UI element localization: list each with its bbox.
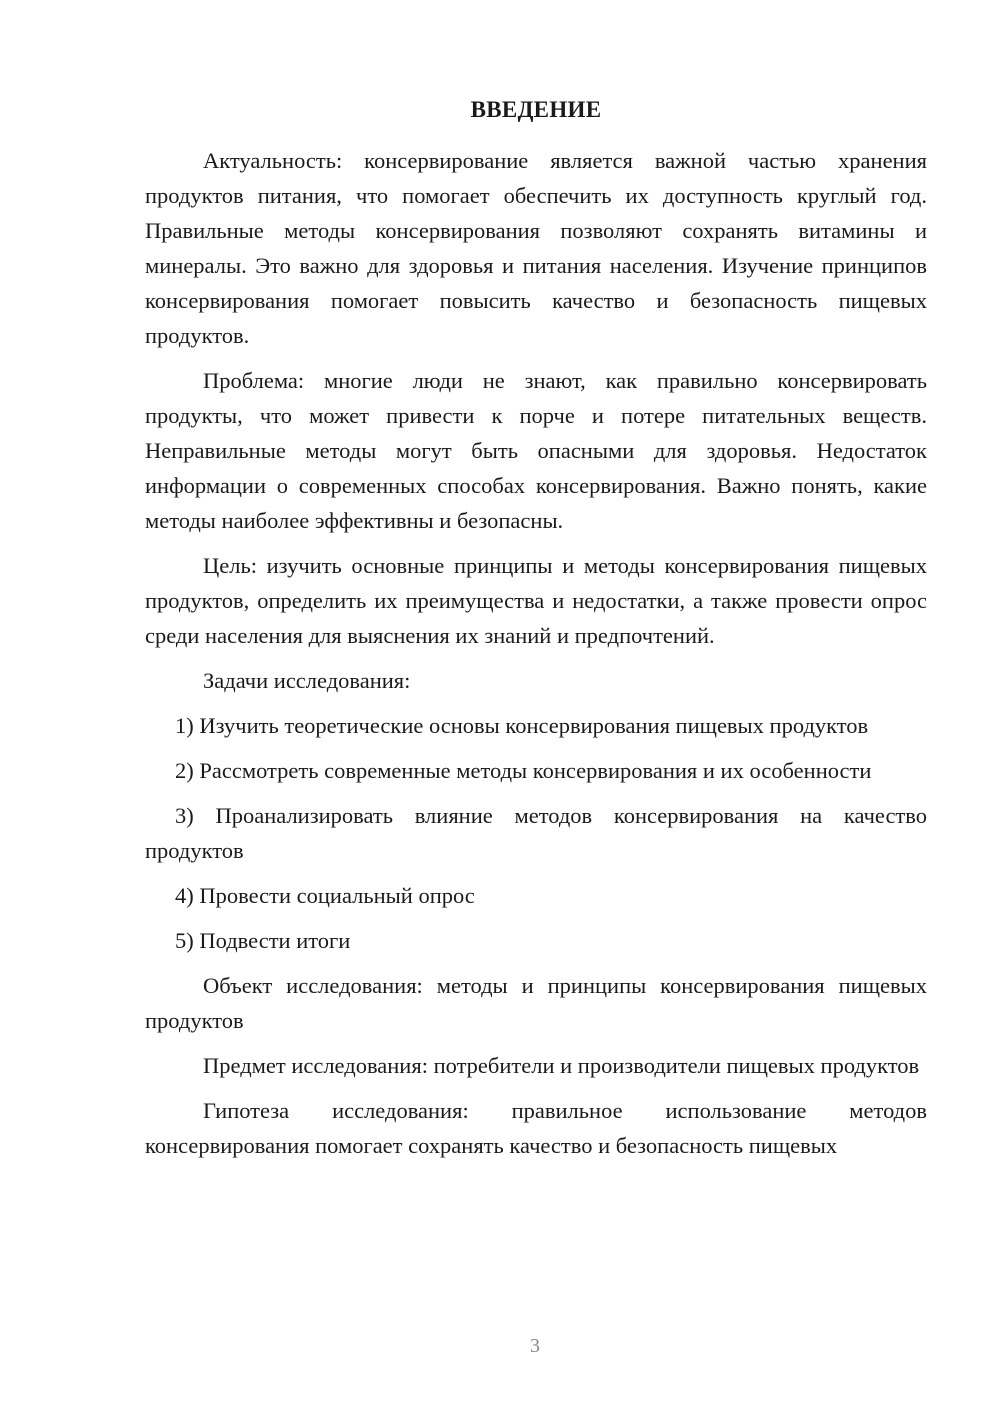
paragraph-tasks-heading: Задачи исследования:: [203, 668, 411, 693]
list-item-task-3: 3) Проанализировать влияние методов консервирования на качество продуктов: [145, 803, 927, 863]
list-item-task-2: 2) Рассмотреть современные методы консервирования и их особенности: [175, 758, 872, 783]
paragraph-hypothesis: Гипотеза исследования: правильное использование методов консервирования помогает сохранять качество и безопасность пищевых: [145, 1098, 927, 1158]
page-title: ВВЕДЕНИЕ: [470, 97, 602, 122]
paragraph-goal: Цель: изучить основные принципы и методы консервирования пищевых продуктов, определить их преимущества и недостатки, а также провести опрос среди населения для выяснения их знаний и предпочтений.: [145, 553, 927, 648]
list-item-task-5: 5) Подвести итоги: [175, 928, 351, 953]
paragraph-subject: Предмет исследования: потребители и производители пищевых продуктов: [203, 1053, 920, 1078]
page-content: [145, 95, 927, 1163]
paragraph-relevance: Актуальность: консервирование является важной частью хранения продуктов питания, что помогает обеспечить их доступность круглый год. Правильные методы консервирования позволяют сохранять витамины и минералы. Это важно для здоровья и питания населения. Изучение принципов консервирования помогает повысить качество и безопасность пищевых продуктов.: [145, 148, 927, 348]
paragraph-problem: Проблема: многие люди не знают, как правильно консервировать продукты, что может привести к порче и потере питательных веществ. Неправильные методы могут быть опасными для здоровья. Недостаток информации о современных способах консервирования. Важно понять, какие методы наиболее эффективны и безопасны.: [145, 368, 927, 533]
list-item-task-1: 1) Изучить теоретические основы консервирования пищевых продуктов: [175, 713, 869, 738]
paragraph-object: Объект исследования: методы и принципы консервирования пищевых продуктов: [145, 973, 927, 1033]
page-number: 3: [530, 1335, 540, 1357]
list-item-task-4: 4) Провести социальный опрос: [175, 883, 475, 908]
